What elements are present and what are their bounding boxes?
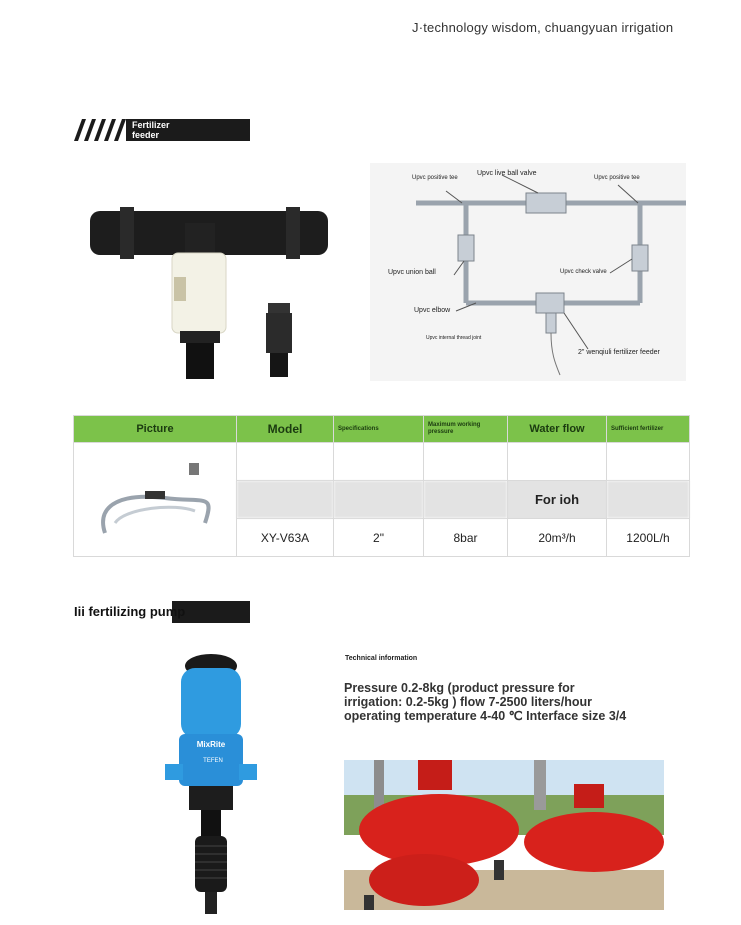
mixrite-pump-image — [163, 652, 263, 917]
label-positive-tee-right: Upvc positive tee — [594, 175, 640, 181]
stripes-icon — [70, 119, 126, 141]
tech-info-title: Technical information — [345, 655, 418, 662]
venturi-injector-image — [90, 203, 350, 383]
pump-maker-text: TEFEN — [203, 758, 223, 764]
table-cell-fertilizer: 1200L/h — [607, 519, 690, 557]
table-cell — [237, 481, 334, 519]
col-picture: Picture — [74, 416, 237, 443]
label-live-ball-valve: Upvc live ball valve — [477, 170, 537, 177]
table-cell-flow: 20m³/h — [508, 519, 607, 557]
label-internal-thread-joint: Upvc internal thread joint — [426, 335, 482, 341]
section-title-line2: feeder — [132, 130, 160, 140]
section-header-fertilizer-feeder — [70, 119, 250, 141]
table-cell — [607, 481, 690, 519]
table-cell-pressure: 8bar — [424, 519, 508, 557]
label-union-ball: Upvc union ball — [388, 269, 436, 276]
section-title-line1: Fertilizer — [132, 120, 170, 130]
installation-diagram — [370, 163, 686, 381]
table-cell — [237, 443, 334, 481]
pump-brand-text: MixRite — [196, 740, 226, 749]
table-cell — [334, 443, 424, 481]
header-tagline: J·technology wisdom, chuangyuan irrigation — [412, 20, 674, 35]
table-header-row — [74, 416, 690, 443]
label-positive-tee-left: Upvc positive tee — [412, 175, 458, 181]
red-tanks-photo — [344, 760, 664, 910]
label-fertilizer-feeder: 2" wenqiuli fertilizer feeder — [578, 349, 660, 356]
table-row — [74, 443, 690, 481]
table-cell — [334, 481, 424, 519]
spec-table — [73, 415, 690, 557]
table-cell — [508, 443, 607, 481]
section-header-fertilizing-pump — [72, 601, 250, 623]
label-elbow: Upvc elbow — [414, 307, 451, 314]
hose-assembly-image — [85, 453, 225, 543]
section2-title: Iii fertilizing pump — [74, 604, 186, 619]
col-specifications: Specifications — [334, 416, 424, 443]
table-cell: For ioh — [508, 481, 607, 519]
tech-info-body: Pressure 0.2-8kg (product pressure for irrigation: 0.2-5kg ) flow 7-2500 liters/hour operating temperature 4-40 ℃ Interface size 3/4 — [344, 681, 627, 723]
table-cell-spec: 2" — [334, 519, 424, 557]
table-cell — [424, 481, 508, 519]
col-model: Model — [237, 416, 334, 443]
table-cell — [607, 443, 690, 481]
red-tanks-image — [344, 760, 664, 910]
table-cell — [424, 443, 508, 481]
table-cell-model: XY-V63A — [237, 519, 334, 557]
col-sufficient-fertilizer: Sufficient fertilizer — [607, 416, 690, 443]
label-check-valve: Upvc check valve — [560, 269, 607, 275]
table-picture-cell — [74, 443, 237, 557]
col-max-pressure: Maximum working pressure — [424, 416, 508, 443]
col-water-flow: Water flow — [508, 416, 607, 443]
